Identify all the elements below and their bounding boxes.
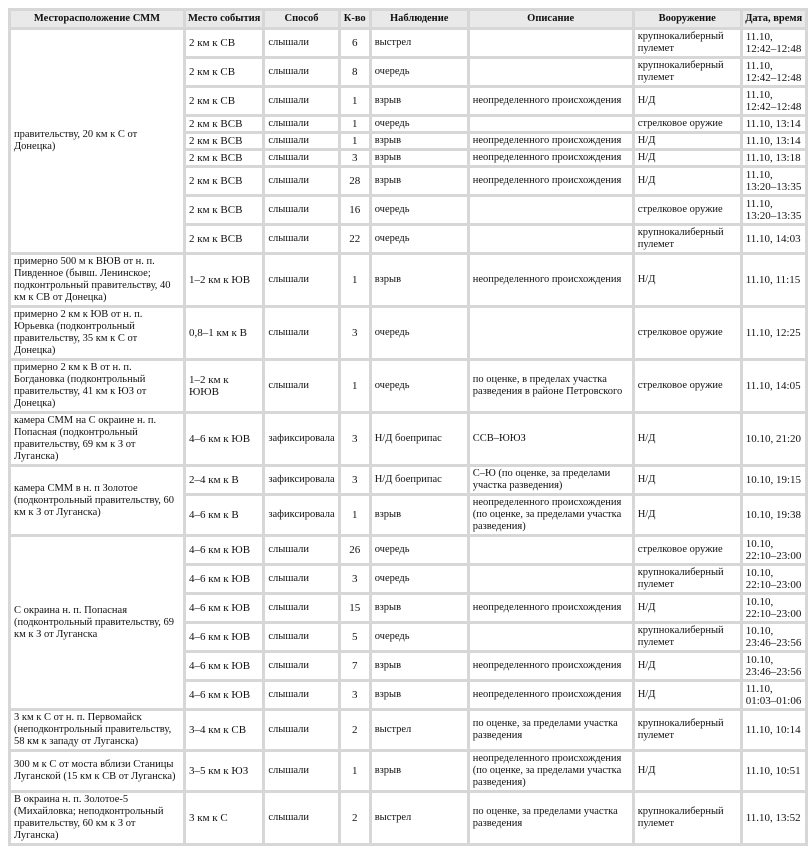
- cell-location: В окраина н. п. Золотое-5 (Михайловка; неподконтрольный правительству, 60 км к З от Луганска): [11, 793, 183, 843]
- cell-weapon: крупнокалиберный пулемет: [635, 566, 740, 592]
- cell-method: слышали: [265, 151, 337, 165]
- cell-observation: Н/Д боеприпас: [372, 467, 467, 493]
- cell-datetime: 11.10, 13:18: [743, 151, 805, 165]
- cell-description: [470, 30, 632, 56]
- cell-description: неопределенного происхождения: [470, 168, 632, 194]
- cell-weapon: стрелковое оружие: [635, 117, 740, 131]
- cell-weapon: Н/Д: [635, 151, 740, 165]
- cell-method: слышали: [265, 595, 337, 621]
- cell-weapon: Н/Д: [635, 595, 740, 621]
- cell-count: 3: [341, 151, 369, 165]
- cell-datetime: 11.10, 13:14: [743, 117, 805, 131]
- cell-datetime: 11.10, 14:05: [743, 361, 805, 411]
- cell-description: неопределенного происхождения: [470, 595, 632, 621]
- table-row: [11, 467, 805, 493]
- cell-place: 4–6 км к В: [186, 496, 262, 534]
- cell-count: 1: [341, 117, 369, 131]
- cell-method: слышали: [265, 793, 337, 843]
- cell-observation: взрыв: [372, 595, 467, 621]
- cell-observation: выстрел: [372, 711, 467, 749]
- cell-place: 4–6 км к ЮВ: [186, 537, 262, 563]
- cell-datetime: 10.10, 19:15: [743, 467, 805, 493]
- table-header-row: [11, 11, 805, 27]
- cell-place: 4–6 км к ЮВ: [186, 624, 262, 650]
- cell-description: по оценке, за пределами участка разведения: [470, 711, 632, 749]
- header-place: Место события: [186, 11, 262, 27]
- cell-place: 2 км к СВ: [186, 88, 262, 114]
- cell-observation: взрыв: [372, 255, 467, 305]
- cell-description: неопределенного происхождения: [470, 134, 632, 148]
- table-row: [11, 361, 805, 411]
- cell-observation: очередь: [372, 624, 467, 650]
- cell-observation: Н/Д боеприпас: [372, 414, 467, 464]
- cell-place: 2 км к ВСВ: [186, 226, 262, 252]
- cell-method: слышали: [265, 88, 337, 114]
- cell-description: [470, 197, 632, 223]
- cell-method: слышали: [265, 361, 337, 411]
- cell-weapon: Н/Д: [635, 653, 740, 679]
- cell-location: камера СММ в н. п Золотое (подконтрольный правительству, 60 км к З от Луганска): [11, 467, 183, 534]
- cell-count: 1: [341, 361, 369, 411]
- cell-description: [470, 117, 632, 131]
- cell-description: неопределенного происхождения (по оценке, за пределами участка разведения): [470, 752, 632, 790]
- cell-method: слышали: [265, 117, 337, 131]
- cell-weapon: крупнокалиберный пулемет: [635, 793, 740, 843]
- cell-count: 3: [341, 566, 369, 592]
- cell-weapon: Н/Д: [635, 496, 740, 534]
- cell-description: неопределенного происхождения: [470, 88, 632, 114]
- cell-count: 22: [341, 226, 369, 252]
- cell-observation: выстрел: [372, 793, 467, 843]
- cell-weapon: Н/Д: [635, 134, 740, 148]
- cell-observation: взрыв: [372, 496, 467, 534]
- cell-method: слышали: [265, 197, 337, 223]
- cell-location: 3 км к С от н. п. Первомайск (неподконтрольный правительству, 58 км к западу от Луганска): [11, 711, 183, 749]
- cell-datetime: 11.10, 12:42–12:48: [743, 30, 805, 56]
- header-datetime: Дата, время: [743, 11, 805, 27]
- cell-description: неопределенного происхождения: [470, 682, 632, 708]
- cell-description: [470, 226, 632, 252]
- cell-datetime: 11.10, 13:20–13:35: [743, 168, 805, 194]
- cell-location: примерно 2 км к ЮВ от н. п. Юрьевка (подконтрольный правительству, 35 км к С от Донецка): [11, 308, 183, 358]
- cell-method: слышали: [265, 134, 337, 148]
- cell-method: слышали: [265, 752, 337, 790]
- cell-method: слышали: [265, 30, 337, 56]
- cell-observation: очередь: [372, 566, 467, 592]
- cell-description: неопределенного происхождения: [470, 255, 632, 305]
- cell-count: 26: [341, 537, 369, 563]
- cell-datetime: 10.10, 23:46–23:56: [743, 624, 805, 650]
- cell-observation: взрыв: [372, 653, 467, 679]
- cell-location: С окраина н. п. Попасная (подконтрольный правительству, 69 км к З от Луганска: [11, 537, 183, 708]
- cell-place: 2 км к СВ: [186, 30, 262, 56]
- cell-weapon: крупнокалиберный пулемет: [635, 624, 740, 650]
- cell-observation: очередь: [372, 308, 467, 358]
- cell-datetime: 11.10, 12:42–12:48: [743, 88, 805, 114]
- table-row: [11, 537, 805, 563]
- cell-weapon: Н/Д: [635, 467, 740, 493]
- header-weapon: Вооружение: [635, 11, 740, 27]
- header-method: Способ: [265, 11, 337, 27]
- cell-method: слышали: [265, 537, 337, 563]
- cell-count: 1: [341, 134, 369, 148]
- cell-datetime: 10.10, 19:38: [743, 496, 805, 534]
- cell-weapon: Н/Д: [635, 88, 740, 114]
- cell-description: [470, 624, 632, 650]
- cell-method: слышали: [265, 255, 337, 305]
- cell-weapon: крупнокалиберный пулемет: [635, 59, 740, 85]
- cell-method: слышали: [265, 711, 337, 749]
- cell-count: 1: [341, 752, 369, 790]
- cell-datetime: 11.10, 11:15: [743, 255, 805, 305]
- cell-method: слышали: [265, 682, 337, 708]
- cell-place: 2 км к ВСВ: [186, 117, 262, 131]
- cell-weapon: крупнокалиберный пулемет: [635, 30, 740, 56]
- cell-count: 1: [341, 255, 369, 305]
- cell-count: 2: [341, 711, 369, 749]
- cell-description: неопределенного происхождения: [470, 151, 632, 165]
- cell-place: 3–5 км к ЮЗ: [186, 752, 262, 790]
- cell-method: слышали: [265, 59, 337, 85]
- cell-datetime: 10.10, 22:10–23:00: [743, 566, 805, 592]
- cell-observation: очередь: [372, 59, 467, 85]
- table-row: [11, 255, 805, 305]
- cell-place: 2 км к ВСВ: [186, 197, 262, 223]
- cell-count: 2: [341, 793, 369, 843]
- cell-place: 1–2 км к ЮВ: [186, 255, 262, 305]
- cell-method: слышали: [265, 226, 337, 252]
- cell-description: по оценке, за пределами участка разведения: [470, 793, 632, 843]
- header-count: К-во: [341, 11, 369, 27]
- cell-weapon: стрелковое оружие: [635, 197, 740, 223]
- cell-description: С–Ю (по оценке, за пределами участка разведения): [470, 467, 632, 493]
- cell-datetime: 11.10, 01:03–01:06: [743, 682, 805, 708]
- cell-method: слышали: [265, 168, 337, 194]
- cell-method: слышали: [265, 308, 337, 358]
- cell-datetime: 11.10, 14:03: [743, 226, 805, 252]
- cell-location: 300 м к С от моста вблизи Станицы Луганской (15 км к СВ от Луганска): [11, 752, 183, 790]
- cell-datetime: 11.10, 12:25: [743, 308, 805, 358]
- cell-weapon: Н/Д: [635, 255, 740, 305]
- cell-description: по оценке, в пределах участка разведения в районе Петровского: [470, 361, 632, 411]
- cell-place: 2 км к ВСВ: [186, 151, 262, 165]
- cell-datetime: 10.10, 22:10–23:00: [743, 595, 805, 621]
- table-body: [11, 30, 805, 843]
- cell-description: [470, 566, 632, 592]
- cell-datetime: 11.10, 13:52: [743, 793, 805, 843]
- cell-place: 4–6 км к ЮВ: [186, 595, 262, 621]
- cell-observation: очередь: [372, 361, 467, 411]
- cell-description: [470, 308, 632, 358]
- cell-count: 28: [341, 168, 369, 194]
- cell-observation: взрыв: [372, 682, 467, 708]
- cell-observation: взрыв: [372, 752, 467, 790]
- cell-method: зафиксировала: [265, 467, 337, 493]
- cell-count: 3: [341, 414, 369, 464]
- cell-place: 4–6 км к ЮВ: [186, 653, 262, 679]
- cell-method: слышали: [265, 566, 337, 592]
- cell-description: ССВ–ЮЮЗ: [470, 414, 632, 464]
- cell-weapon: Н/Д: [635, 752, 740, 790]
- cell-observation: взрыв: [372, 168, 467, 194]
- cell-method: слышали: [265, 653, 337, 679]
- cell-description: неопределенного происхождения (по оценке, за пределами участка разведения): [470, 496, 632, 534]
- cell-weapon: Н/Д: [635, 682, 740, 708]
- cell-weapon: стрелковое оружие: [635, 537, 740, 563]
- cell-description: [470, 59, 632, 85]
- cell-method: слышали: [265, 624, 337, 650]
- cell-place: 4–6 км к ЮВ: [186, 414, 262, 464]
- cell-observation: очередь: [372, 226, 467, 252]
- cell-count: 5: [341, 624, 369, 650]
- cell-place: 0,8–1 км к В: [186, 308, 262, 358]
- cell-count: 7: [341, 653, 369, 679]
- cell-weapon: стрелковое оружие: [635, 361, 740, 411]
- table-row: [11, 308, 805, 358]
- cell-count: 15: [341, 595, 369, 621]
- table-row: [11, 793, 805, 843]
- cell-weapon: Н/Д: [635, 168, 740, 194]
- cell-datetime: 10.10, 21:20: [743, 414, 805, 464]
- cell-method: зафиксировала: [265, 414, 337, 464]
- cell-observation: выстрел: [372, 30, 467, 56]
- table-row: [11, 414, 805, 464]
- cell-count: 3: [341, 467, 369, 493]
- ceasefire-violations-table: [8, 8, 808, 846]
- cell-weapon: крупнокалиберный пулемет: [635, 711, 740, 749]
- cell-datetime: 11.10, 10:51: [743, 752, 805, 790]
- cell-datetime: 11.10, 10:14: [743, 711, 805, 749]
- cell-count: 1: [341, 496, 369, 534]
- cell-place: 4–6 км к ЮВ: [186, 566, 262, 592]
- cell-datetime: 11.10, 13:20–13:35: [743, 197, 805, 223]
- cell-observation: очередь: [372, 117, 467, 131]
- cell-place: 3 км к С: [186, 793, 262, 843]
- cell-observation: взрыв: [372, 151, 467, 165]
- cell-weapon: крупнокалиберный пулемет: [635, 226, 740, 252]
- cell-count: 3: [341, 308, 369, 358]
- cell-observation: очередь: [372, 197, 467, 223]
- cell-count: 8: [341, 59, 369, 85]
- cell-weapon: стрелковое оружие: [635, 308, 740, 358]
- cell-datetime: 10.10, 22:10–23:00: [743, 537, 805, 563]
- cell-description: [470, 537, 632, 563]
- table-row: [11, 752, 805, 790]
- table-row: [11, 711, 805, 749]
- cell-place: 3–4 км к СВ: [186, 711, 262, 749]
- cell-place: 2 км к ВСВ: [186, 168, 262, 194]
- cell-location: камера СММ на С окраине н. п. Попасная (подконтрольный правительству, 69 км к З от Луганска): [11, 414, 183, 464]
- cell-method: зафиксировала: [265, 496, 337, 534]
- header-location: Месторасположение СММ: [11, 11, 183, 27]
- header-description: Описание: [470, 11, 632, 27]
- cell-location: примерно 500 м к ВЮВ от н. п. Пивденное (бывш. Ленинское; подконтрольный правительству, 40 км к СВ от Донецка): [11, 255, 183, 305]
- table-row: [11, 30, 805, 56]
- cell-place: 1–2 км к ЮЮВ: [186, 361, 262, 411]
- cell-count: 16: [341, 197, 369, 223]
- cell-location: правительству, 20 км к С от Донецка): [11, 30, 183, 252]
- cell-place: 2 км к ВСВ: [186, 134, 262, 148]
- cell-observation: взрыв: [372, 88, 467, 114]
- cell-place: 4–6 км к ЮВ: [186, 682, 262, 708]
- cell-place: 2 км к СВ: [186, 59, 262, 85]
- header-observation: Наблюдение: [372, 11, 467, 27]
- cell-description: неопределенного происхождения: [470, 653, 632, 679]
- cell-observation: взрыв: [372, 134, 467, 148]
- cell-place: 2–4 км к В: [186, 467, 262, 493]
- cell-datetime: 10.10, 23:46–23:56: [743, 653, 805, 679]
- cell-datetime: 11.10, 13:14: [743, 134, 805, 148]
- cell-observation: очередь: [372, 537, 467, 563]
- cell-location: примерно 2 км к В от н. п. Богдановка (подконтрольный правительству, 41 км к ЮЗ от Донецка): [11, 361, 183, 411]
- cell-count: 6: [341, 30, 369, 56]
- cell-datetime: 11.10, 12:42–12:48: [743, 59, 805, 85]
- cell-count: 3: [341, 682, 369, 708]
- cell-weapon: Н/Д: [635, 414, 740, 464]
- cell-count: 1: [341, 88, 369, 114]
